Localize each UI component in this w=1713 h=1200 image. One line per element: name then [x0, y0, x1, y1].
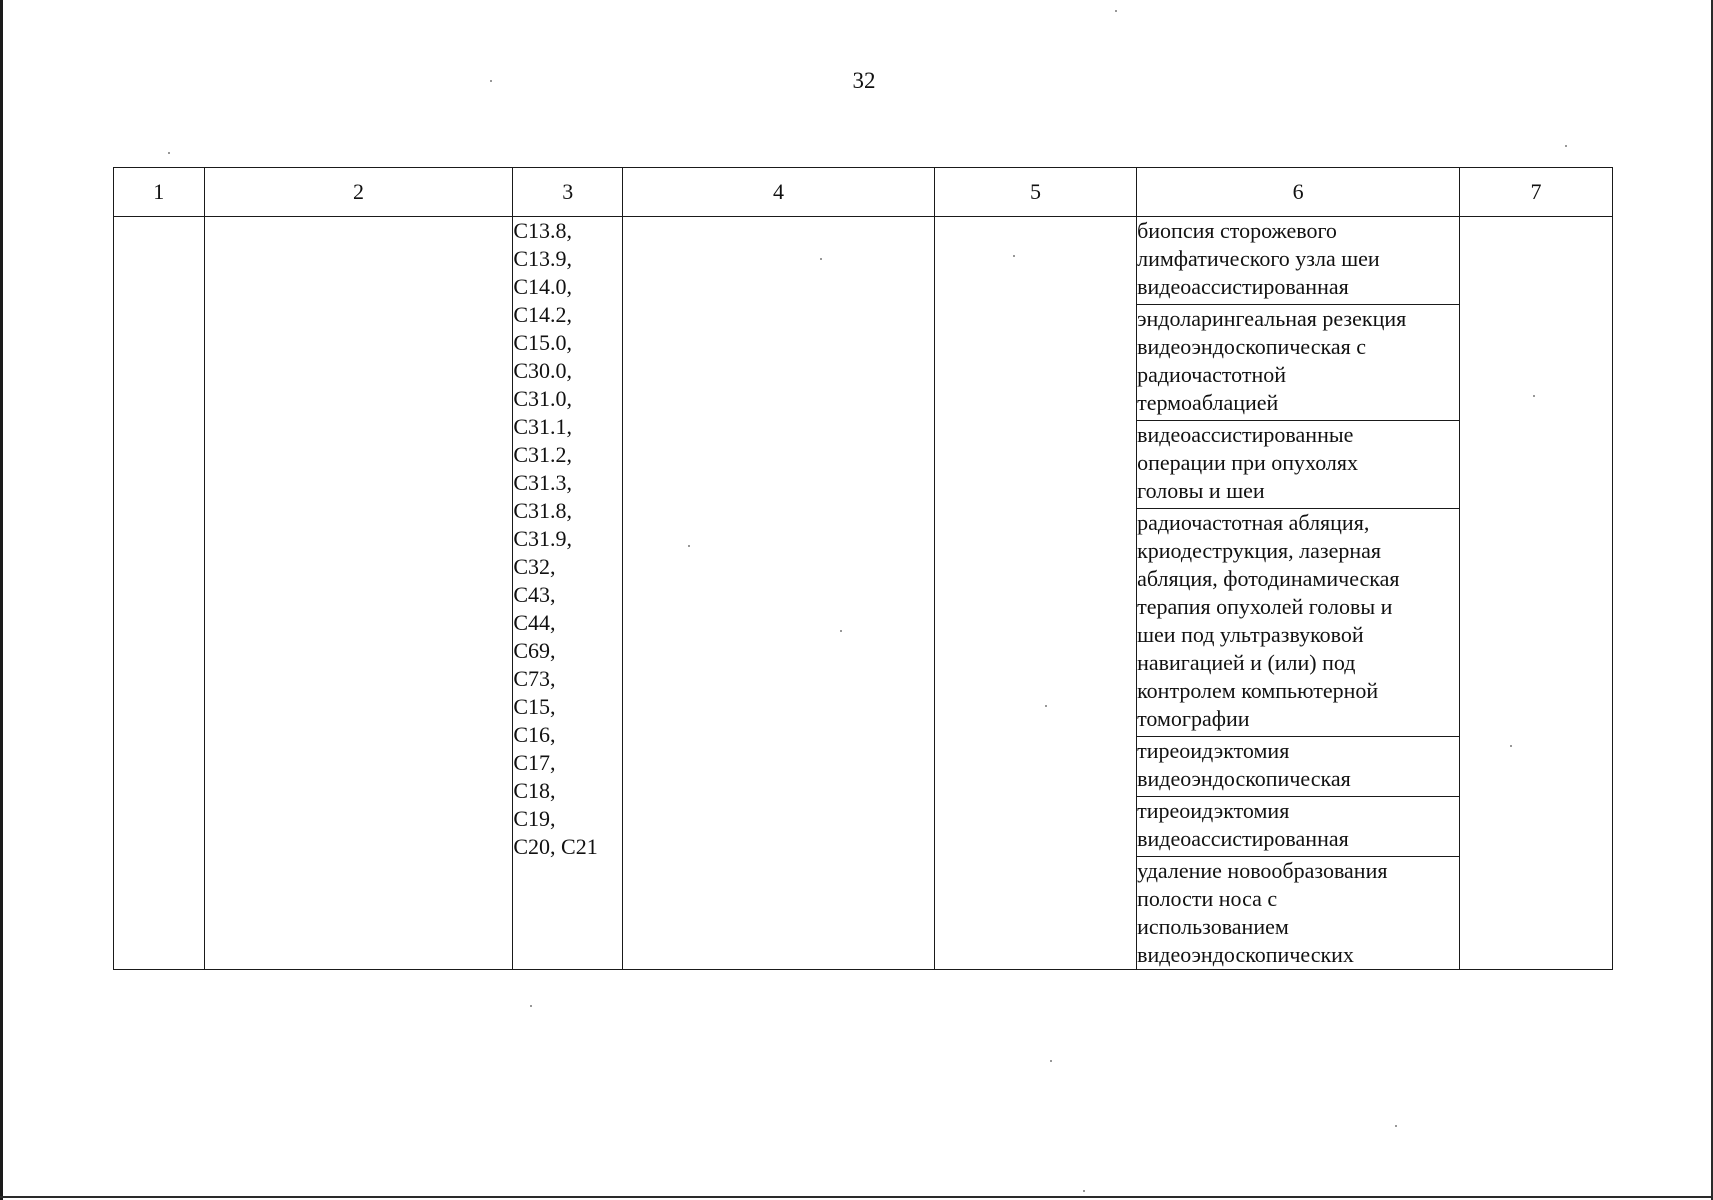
procedure-line: тиреоидэктомия: [1137, 798, 1290, 823]
procedure-line: криодеструкция, лазерная: [1137, 538, 1381, 563]
procedure-line: головы и шеи: [1137, 478, 1265, 503]
procedure-line: лимфатического узла шеи: [1137, 246, 1380, 271]
column-header-1: 1: [114, 168, 205, 217]
diagnosis-code: C31.9,: [513, 526, 573, 551]
diagnosis-code: C17,: [513, 750, 556, 775]
col1-cell: [114, 217, 205, 970]
scan-speck: [1510, 745, 1512, 747]
procedure-line: видеоэндоскопическая с: [1137, 334, 1366, 359]
scan-speck: [1045, 705, 1047, 707]
scan-speck: [530, 1005, 532, 1007]
procedure-cell: [1137, 421, 1460, 509]
diagnosis-code: C20, C21: [513, 834, 598, 859]
col5-cell: [934, 217, 1136, 970]
diagnosis-code: C18,: [513, 778, 556, 803]
scan-speck: [1013, 255, 1015, 257]
procedures-table: [113, 167, 1613, 970]
procedure-line: радиочастотной: [1137, 362, 1287, 387]
procedure-line: радиочастотная абляция,: [1137, 510, 1370, 535]
diagnosis-code: C15.0,: [513, 330, 573, 355]
column-header-3: 3: [513, 168, 623, 217]
diagnosis-code: C30.0,: [513, 358, 573, 383]
col2-cell: [204, 217, 513, 970]
diagnosis-code: C44,: [513, 610, 556, 635]
diagnosis-code: C73,: [513, 666, 556, 691]
procedure-cell: [1137, 509, 1460, 737]
procedure-line: шеи под ультразвуковой: [1137, 622, 1364, 647]
procedure-line: видеоассистированная: [1137, 826, 1349, 851]
procedure-line: тиреоидэктомия: [1137, 738, 1290, 763]
procedure-line: использованием: [1137, 914, 1289, 939]
diagnosis-code: C43,: [513, 582, 556, 607]
diagnosis-code: C13.8,: [513, 218, 573, 243]
procedure-cell: [1137, 797, 1460, 857]
diagnosis-code: C31.2,: [513, 442, 573, 467]
scan-edge-left: [0, 0, 3, 1200]
scan-speck: [1565, 145, 1567, 147]
scan-speck: [820, 258, 822, 260]
procedure-line: видеоассистированная: [1137, 274, 1349, 299]
procedure-line: полости носа с: [1137, 886, 1278, 911]
procedure-line: томографии: [1137, 706, 1250, 731]
column-header-6: 6: [1137, 168, 1460, 217]
col7-cell: [1460, 217, 1613, 970]
diagnosis-code: C19,: [513, 806, 556, 831]
diagnosis-code: C14.2,: [513, 302, 573, 327]
procedure-line: биопсия сторожевого: [1137, 218, 1337, 243]
scan-speck: [490, 80, 492, 82]
procedure-cell: [1137, 857, 1460, 970]
diagnosis-codes-list: [513, 217, 622, 861]
procedure-line: абляция, фотодинамическая: [1137, 566, 1400, 591]
procedure-line: видеоэндоскопических: [1137, 942, 1354, 967]
scan-speck: [168, 152, 170, 154]
diagnosis-code: C69,: [513, 638, 556, 663]
procedure-line: навигацией и (или) под: [1137, 650, 1356, 675]
diagnosis-code: C15,: [513, 694, 556, 719]
procedure-line: эндоларингеальная резекция: [1137, 306, 1407, 331]
scan-speck: [1395, 1125, 1397, 1127]
scan-speck: [840, 630, 842, 632]
column-header-7: 7: [1460, 168, 1613, 217]
column-header-5: 5: [934, 168, 1136, 217]
procedure-cell: [1137, 737, 1460, 797]
header-row: [114, 168, 1613, 217]
page-number: 32: [852, 68, 876, 93]
diagnosis-code: C31.3,: [513, 470, 573, 495]
scan-speck: [1083, 1190, 1085, 1192]
diagnosis-code: C31.0,: [513, 386, 573, 411]
scan-speck: [688, 545, 690, 547]
col4-cell: [623, 217, 935, 970]
procedure-line: видеоассистированные: [1137, 422, 1354, 447]
scan-edge-bottom: [0, 1196, 1713, 1198]
diagnosis-code: C32,: [513, 554, 556, 579]
procedure-line: термоаблацией: [1137, 390, 1279, 415]
diagnosis-code: C31.8,: [513, 498, 573, 523]
column-header-4: 4: [623, 168, 935, 217]
procedure-line: удаление новообразования: [1137, 858, 1388, 883]
diagnosis-code: C14.0,: [513, 274, 573, 299]
diagnosis-code: C13.9,: [513, 246, 573, 271]
scan-speck: [1115, 10, 1117, 12]
scan-speck: [1533, 395, 1535, 397]
procedure-line: контролем компьютерной: [1137, 678, 1379, 703]
procedure-line: терапия опухолей головы и: [1137, 594, 1393, 619]
diagnosis-code: C16,: [513, 722, 556, 747]
column-header-2: 2: [204, 168, 513, 217]
table-row: [114, 217, 1613, 305]
procedure-cell: [1137, 305, 1460, 421]
procedure-line: операции при опухолях: [1137, 450, 1359, 475]
scan-speck: [1050, 1060, 1052, 1062]
procedure-line: видеоэндоскопическая: [1137, 766, 1351, 791]
diagnosis-code: C31.1,: [513, 414, 573, 439]
diagnosis-codes-cell: [513, 217, 623, 970]
procedure-cell: [1137, 217, 1460, 305]
